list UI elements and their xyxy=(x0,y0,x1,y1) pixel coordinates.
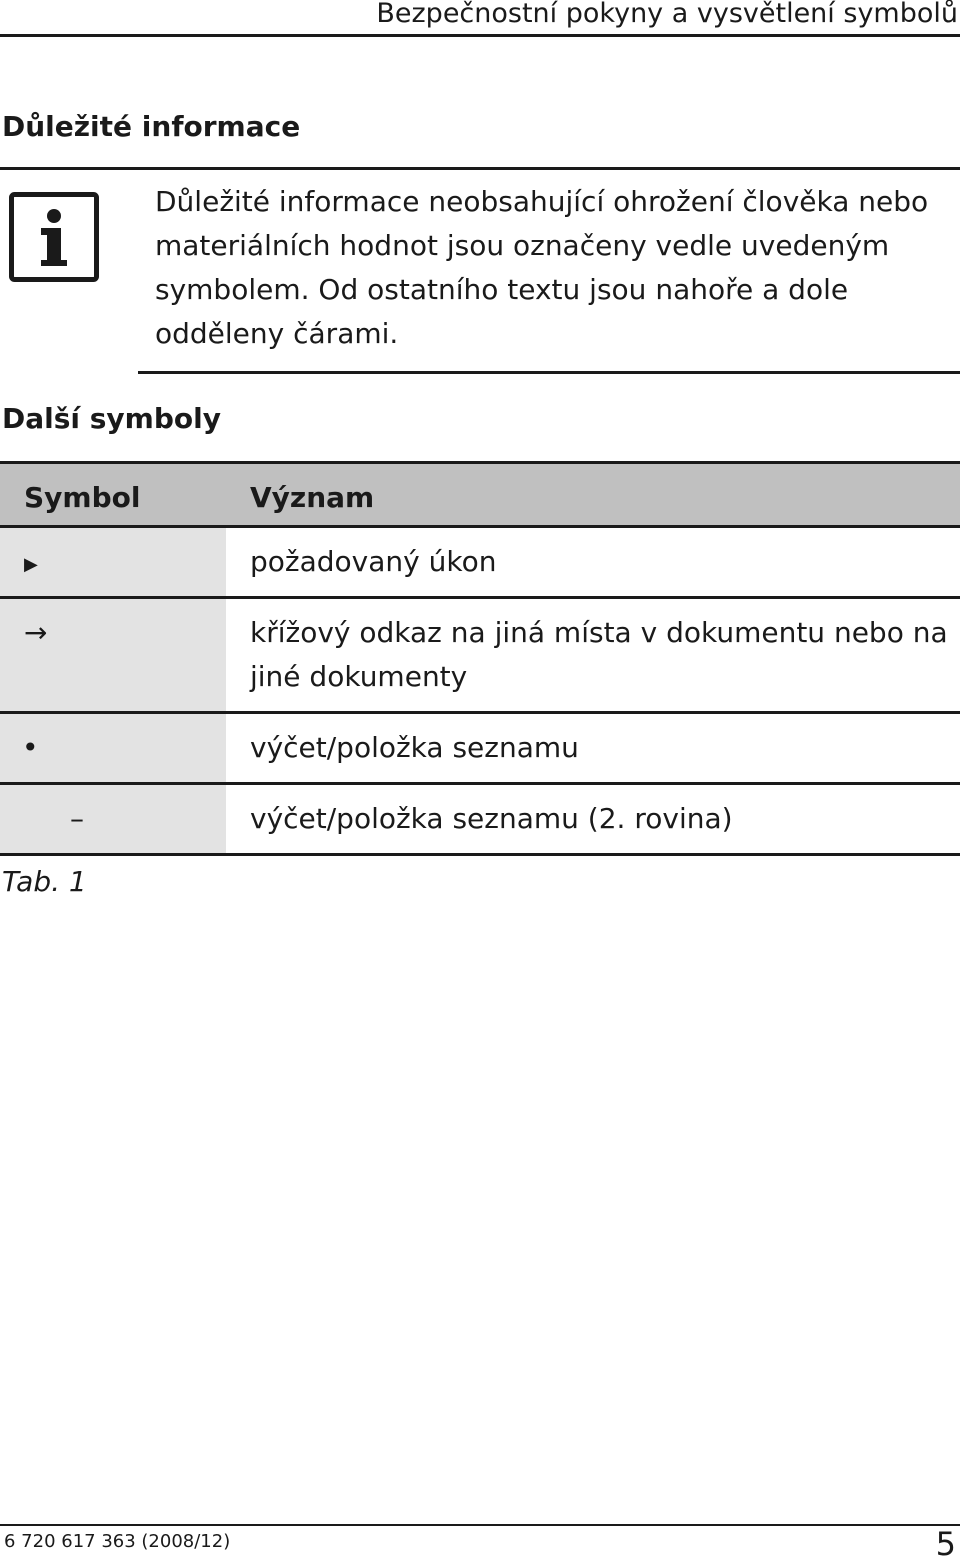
running-header xyxy=(0,0,960,37)
table-row xyxy=(0,713,960,784)
table-row xyxy=(0,598,960,713)
info-bottom-rule xyxy=(138,371,960,374)
meaning-cell: křížový odkaz na jiná místa v dokumentu nebo na jiné dokumenty xyxy=(226,598,960,713)
meaning-cell: výčet/položka seznamu xyxy=(226,713,960,784)
footer-rule xyxy=(0,1524,960,1526)
symbol-cell xyxy=(0,784,226,855)
arrow-right-icon: → xyxy=(24,616,48,649)
bullet-icon: • xyxy=(22,731,39,764)
dash-icon: – xyxy=(70,802,84,835)
meaning-cell: požadovaný úkon xyxy=(226,527,960,598)
symbols-table xyxy=(0,461,960,856)
running-header-title: Bezpečnostní pokyny a vysvětlení symbolů xyxy=(376,0,958,29)
info-icon xyxy=(9,192,99,282)
info-top-rule xyxy=(0,167,960,170)
other-symbols-heading: Další symboly xyxy=(2,402,221,435)
symbol-cell xyxy=(0,713,226,784)
footer-page-number: 5 xyxy=(935,1525,956,1563)
table-header-row xyxy=(0,463,960,527)
table-row xyxy=(0,527,960,598)
meaning-cell: výčet/položka seznamu (2. rovina) xyxy=(226,784,960,855)
footer-document-number: 6 720 617 363 (2008/12) xyxy=(4,1531,231,1552)
important-info-text: Důležité informace neobsahující ohrožení člověka nebo materiálních hodnot jsou označeny vedle uvedeným symbolem. Od ostatního textu jsou nahoře a dole odděleny čárami. xyxy=(155,185,929,350)
triangle-right-icon: ▶ xyxy=(24,554,38,575)
table-caption: Tab. 1 xyxy=(2,865,87,898)
column-header-symbol: Symbol xyxy=(24,481,141,514)
table-row xyxy=(0,784,960,855)
column-header-meaning: Význam xyxy=(250,481,375,514)
symbol-cell xyxy=(0,527,226,598)
symbol-cell xyxy=(0,598,226,713)
important-info-heading: Důležité informace xyxy=(2,110,301,143)
